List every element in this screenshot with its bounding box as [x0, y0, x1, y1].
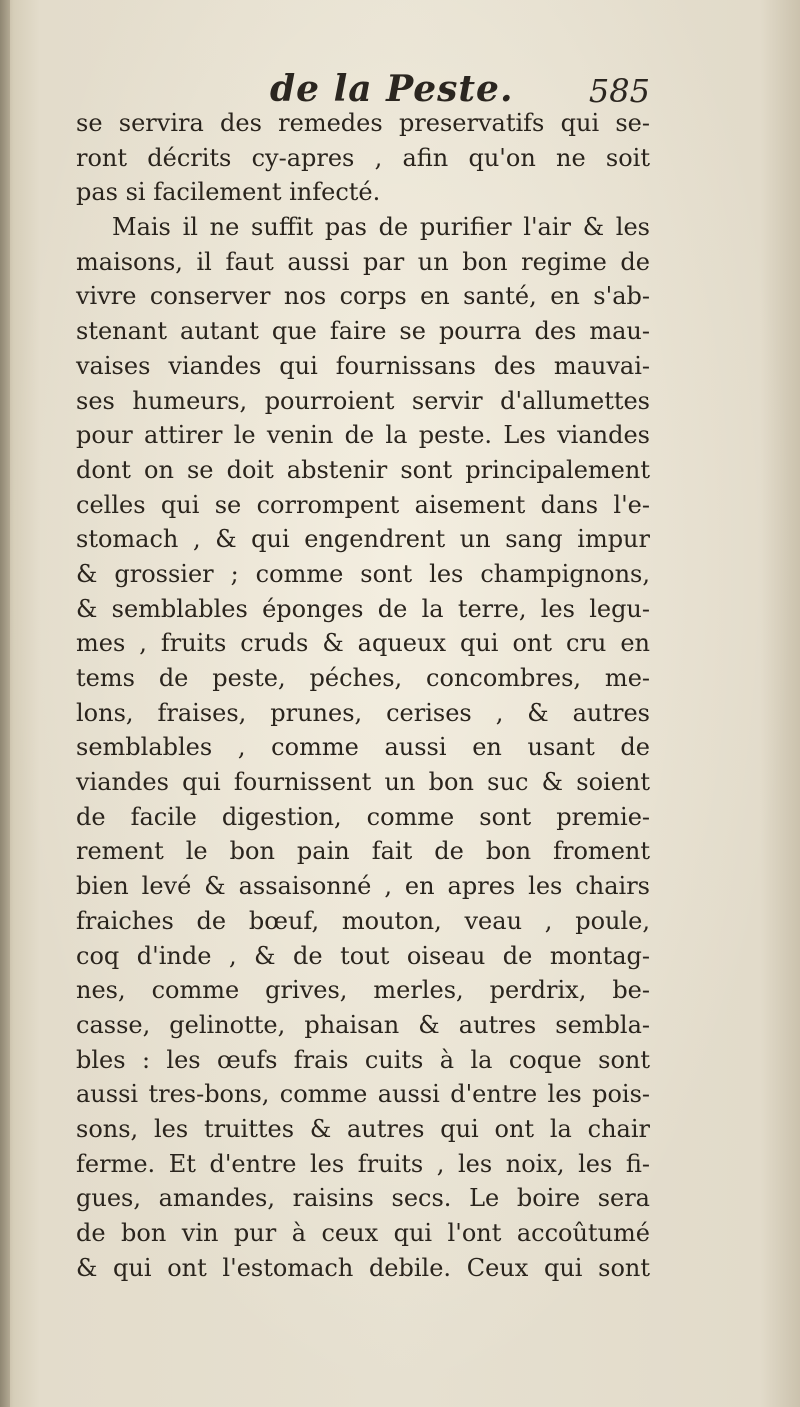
text-line: stomach , & qui engendrent un sang impur	[76, 525, 650, 554]
text-line: aussi tres-bons, comme aussi d'entre les pois-	[76, 1080, 650, 1109]
text-line: ferme. Et d'entre les fruits , les noix, les fi-	[76, 1149, 650, 1178]
text-line: vivre conserver nos corps en santé, en s'ab-	[76, 282, 650, 311]
running-title: de la Peste.	[270, 68, 514, 110]
page-number: 585	[588, 72, 650, 110]
text-line: mes , fruits cruds & aqueux qui ont cru en	[76, 629, 650, 658]
text-line: dont on se doit abstenir sont principalement	[76, 455, 650, 484]
text-line: gues, amandes, raisins secs. Le boire sera	[76, 1184, 650, 1213]
text-line: nes, comme grives, merles, perdrix, be-	[76, 976, 650, 1005]
text-line: sons, les truittes & autres qui ont la chair	[76, 1114, 650, 1143]
text-line: pour attirer le venin de la peste. Les viandes	[76, 421, 650, 450]
text-line: & grossier ; comme sont les champignons,	[76, 559, 650, 588]
text-line: casse, gelinotte, phaisan & autres sembla-	[76, 1010, 650, 1039]
text-line: bien levé & assaisonné , en apres les chairs	[76, 872, 650, 901]
text-line: de bon vin pur à ceux qui l'ont accoûtumé	[76, 1219, 650, 1247]
text-line: rement le bon pain fait de bon froment	[76, 837, 650, 866]
text-line: semblables , comme aussi en usant de	[76, 733, 650, 762]
text-line: ses humeurs, pourroient servir d'allumettes	[76, 386, 650, 415]
text-line: lons, fraises, prunes, cerises , & autres	[76, 698, 650, 727]
text-line: & qui ont l'estomach debile. Ceux qui sont	[76, 1253, 650, 1282]
body-text	[76, 106, 650, 1285]
text-line: fraiches de bœuf, mouton, veau , poule,	[76, 906, 650, 935]
text-line: stenant autant que faire se pourra des mau-	[76, 317, 650, 346]
text-line: coq d'inde , & de tout oiseau de montag-	[76, 941, 650, 970]
page-gutter-shadow	[0, 0, 10, 1407]
text-line: tems de peste, péches, concombres, me-	[76, 664, 650, 692]
text-line: se servira des remedes preservatifs qui se-	[76, 109, 650, 137]
text-line: & semblables éponges de la terre, les legu-	[76, 594, 650, 623]
text-line: celles qui se corrompent aisement dans l'e-	[76, 490, 650, 519]
paragraph-start-line: Mais il ne suffit pas de purifier l'air & les	[112, 213, 650, 242]
text-line: ront décrits cy-apres , afin qu'on ne soit	[76, 143, 650, 172]
text-line: pas si facilement infecté.	[76, 178, 381, 207]
text-line: viandes qui fournissent un bon suc & soient	[76, 768, 650, 797]
text-line: bles : les œufs frais cuits à la coque sont	[76, 1045, 650, 1074]
text-line: de facile digestion, comme sont premie-	[76, 802, 650, 831]
text-line: vaises viandes qui fournissans des mauvai-	[76, 351, 650, 380]
text-line: maisons, il faut aussi par un bon regime de	[76, 247, 650, 276]
